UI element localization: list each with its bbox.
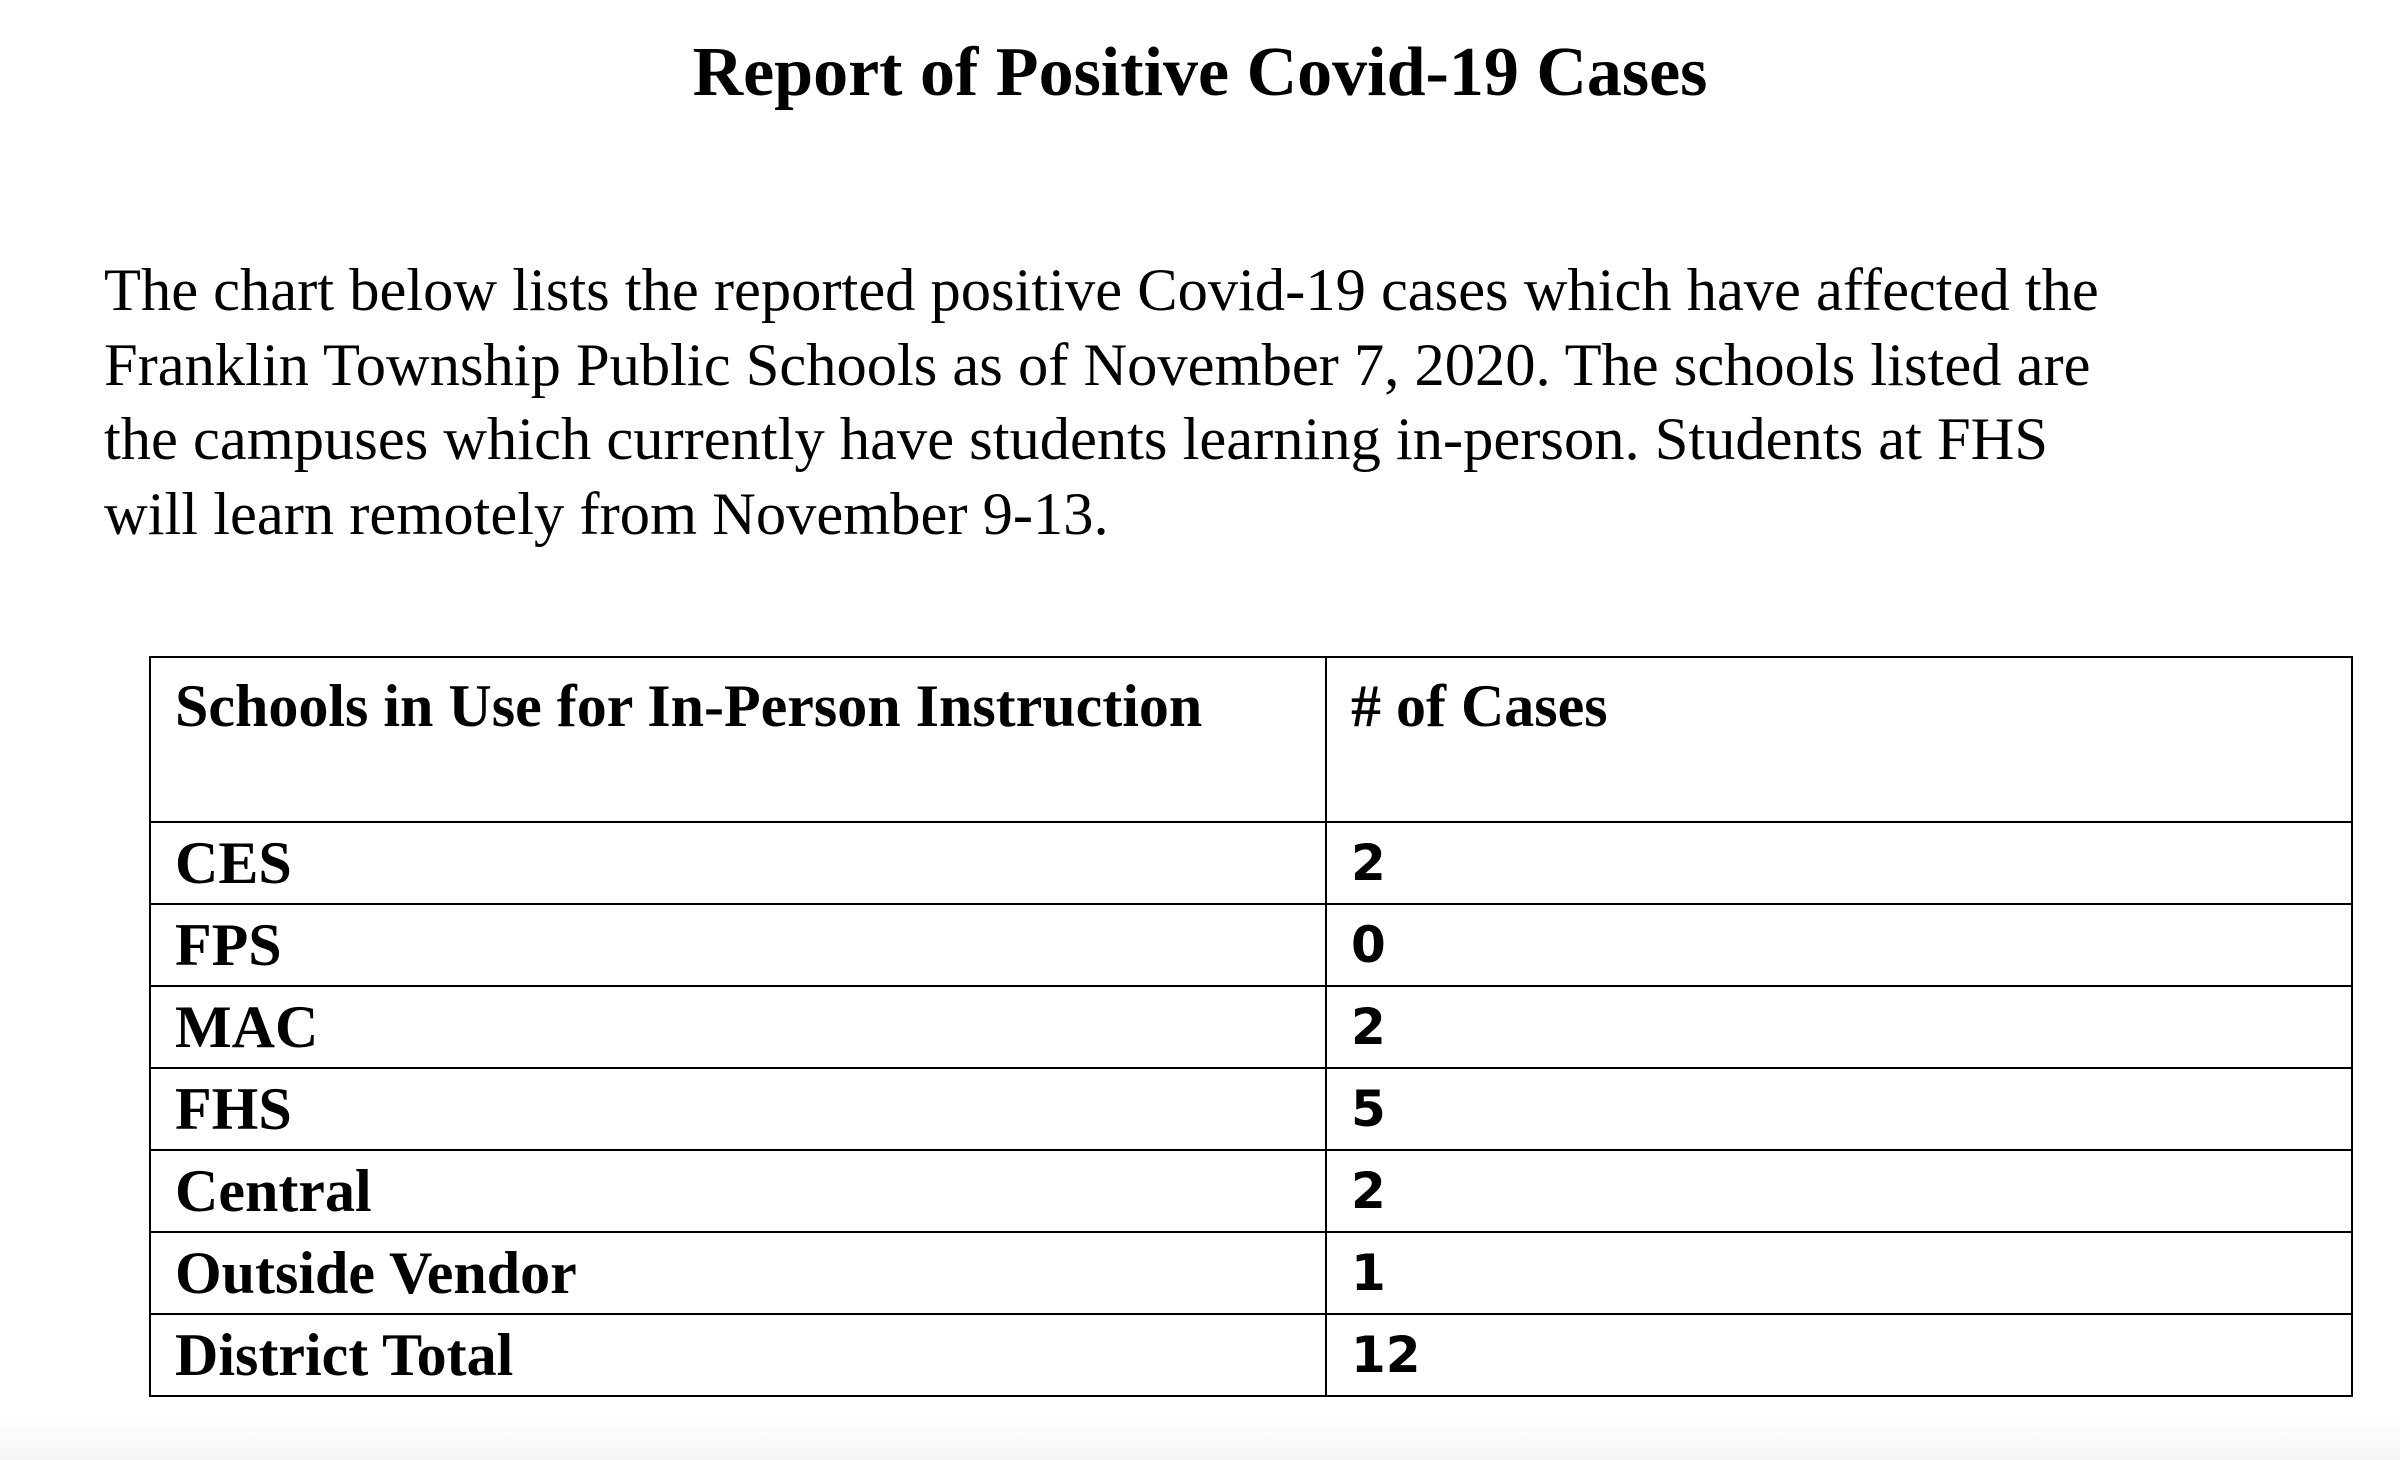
table-row-total (150, 1314, 2352, 1396)
table-row (150, 904, 2352, 986)
case-count: 1 (1326, 1232, 2352, 1314)
case-count: 2 (1326, 822, 2352, 904)
intro-line: will learn remotely from November 9-13. (104, 480, 1109, 548)
header-cases: # of Cases (1326, 657, 2352, 822)
table-row (150, 822, 2352, 904)
district-total-label: District Total (150, 1314, 1326, 1396)
table-row (150, 986, 2352, 1068)
page-edge-shadow (0, 1420, 2400, 1460)
table-row (150, 1068, 2352, 1150)
school-name: Central (150, 1150, 1326, 1232)
table-header-row (150, 657, 2352, 822)
case-count: 2 (1326, 1150, 2352, 1232)
school-name: Outside Vendor (150, 1232, 1326, 1314)
header-schools: Schools in Use for In-Person Instruction (150, 657, 1326, 822)
case-count: 2 (1326, 986, 2352, 1068)
cases-table (149, 656, 2353, 1397)
table-row (150, 1150, 2352, 1232)
table-row (150, 1232, 2352, 1314)
intro-paragraph (104, 254, 2334, 552)
school-name: CES (150, 822, 1326, 904)
case-count: 0 (1326, 904, 2352, 986)
school-name: FPS (150, 904, 1326, 986)
intro-line: the campuses which currently have students learning in-person. Students at FHS (104, 406, 2049, 473)
case-count: 5 (1326, 1068, 2352, 1150)
school-name: FHS (150, 1068, 1326, 1150)
report-title: Report of Positive Covid-19 Cases (692, 34, 1708, 111)
district-total-count: 12 (1326, 1314, 2352, 1396)
intro-line: The chart below lists the reported positive Covid-19 cases which have affected the (104, 257, 2099, 324)
intro-line: Franklin Township Public Schools as of November 7, 2020. The schools listed are (104, 331, 2091, 399)
school-name: MAC (150, 986, 1326, 1068)
